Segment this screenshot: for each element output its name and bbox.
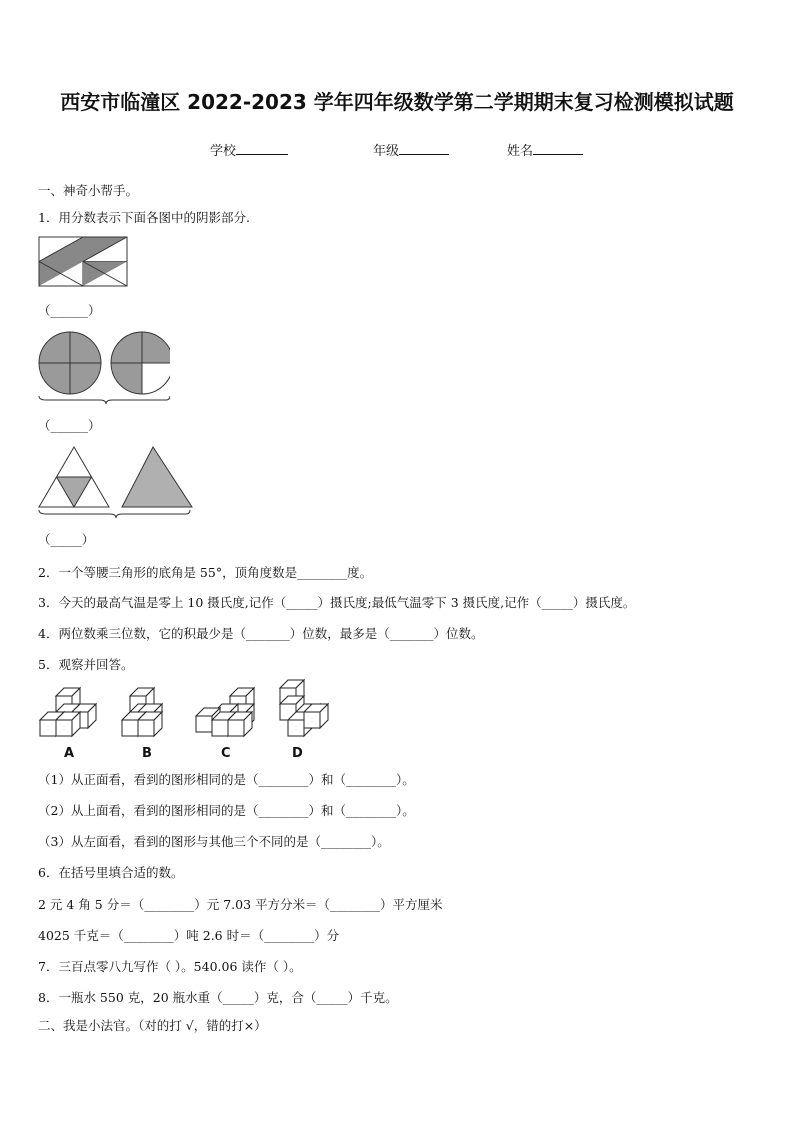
school-field xyxy=(210,140,288,159)
question-1b-answer[interactable]: （______） xyxy=(38,418,101,433)
grade-blank[interactable] xyxy=(399,142,449,155)
question-1-stem: 1．用分数表示下面各图中的阴影部分. xyxy=(38,210,250,225)
question-7: 7．三百点零八九写作（ ）。540.06 读作（ ）。 xyxy=(38,959,302,974)
question-6-stem: 6．在括号里填合适的数。 xyxy=(38,865,184,880)
shaded-triangles-figure xyxy=(36,444,196,522)
question-5-stem: 5．观察并回答。 xyxy=(38,657,134,672)
question-6-row1: 2 元 4 角 5 分＝（________）元 7.03 平方分米＝（________）平方厘米 xyxy=(38,897,443,912)
name-blank[interactable] xyxy=(533,142,583,155)
figure-label-a: A xyxy=(64,746,75,761)
question-8: 8．一瓶水 550 克，20 瓶水重（_____）克，合（_____）千克。 xyxy=(38,990,398,1005)
page-title: 西安市临潼区 2022-2023 学年四年级数学第二学期期末复习检测模拟试题 xyxy=(60,90,734,114)
school-label: 学校 xyxy=(210,144,237,159)
figure-label-b: B xyxy=(142,746,152,761)
grade-field xyxy=(373,140,449,159)
question-1c-answer[interactable]: （_____） xyxy=(38,532,95,547)
grade-label: 年级 xyxy=(373,144,400,159)
shaded-circles-figure xyxy=(36,330,170,406)
question-5-sub1: （1）从正面看，看到的图形相同的是（________）和（________）。 xyxy=(38,772,415,787)
name-field xyxy=(507,140,583,159)
question-4: 4．两位数乘三位数，它的积最少是（_______）位数，最多是（_______）位数。 xyxy=(38,626,484,641)
shaded-rectangle-figure xyxy=(38,236,130,288)
question-2: 2．一个等腰三角形的底角是 55°，顶角度数是________度。 xyxy=(38,565,373,580)
question-5-sub2: （2）从上面看，看到的图形相同的是（________）和（________）。 xyxy=(38,803,415,818)
section-2-heading: 二、我是小法官。（对的打 √，错的打×） xyxy=(38,1018,267,1033)
cube-stacks-figure xyxy=(34,678,334,742)
section-1-heading: 一、神奇小帮手。 xyxy=(38,183,139,198)
question-1a-answer[interactable]: （______） xyxy=(38,303,101,318)
figure-label-c: C xyxy=(221,746,231,761)
school-blank[interactable] xyxy=(236,142,288,155)
name-label: 姓名 xyxy=(507,144,534,159)
question-3: 3．今天的最高气温是零上 10 摄氏度,记作（_____）摄氏度;最低气温零下 3 摄氏度,记作（_____）摄氏度。 xyxy=(38,595,636,610)
question-6-row2: 4025 千克＝（________）吨 2.6 时＝（________）分 xyxy=(38,928,340,943)
question-5-sub3: （3）从左面看，看到的图形与其他三个不同的是（________）。 xyxy=(38,834,390,849)
figure-label-d: D xyxy=(292,746,303,761)
